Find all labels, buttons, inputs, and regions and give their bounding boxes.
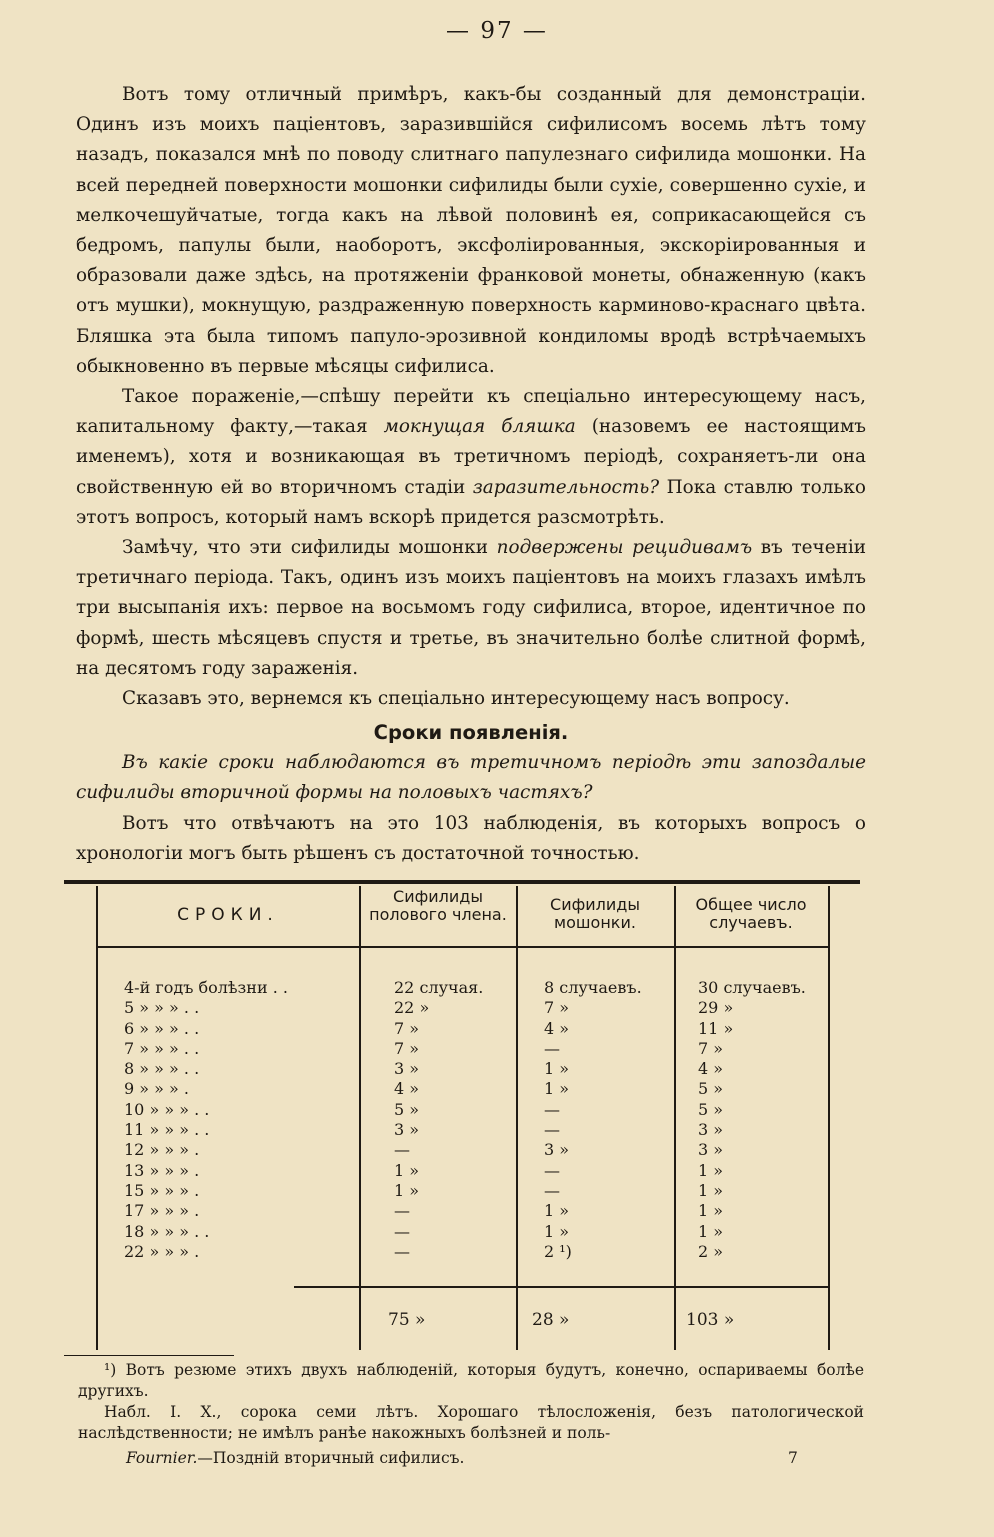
row-total: 30 случаевъ. <box>698 978 806 997</box>
row-penis: — <box>394 1140 410 1160</box>
row-scrotum: 2 ¹) <box>544 1241 572 1261</box>
paragraph-2 <box>76 382 866 533</box>
running-footer <box>126 1448 806 1469</box>
row-scrotum: — <box>544 1180 560 1200</box>
row-total: 3 » <box>698 1140 724 1160</box>
paragraph-text: Сказавъ это, вернемся къ спеціально интересующему насъ вопросу. <box>122 688 790 710</box>
table-row <box>64 1201 864 1221</box>
row-scrotum: — <box>544 1160 560 1180</box>
row-penis: 3 » <box>394 1120 420 1140</box>
row-total: 5 » <box>698 1079 724 1099</box>
paragraph-text: въ теченіи третичнаго періода. Такъ, одинъ изъ моихъ паціентовъ на моихъ глазахъ имѣлъ три высыпанія ихъ: первое на восьмомъ году сифилиса, второе, идентичное по формѣ, шесть мѣсяцевъ спустя и третье, въ значительно болѣе слитной формѣ, на десятомъ году зараженія. <box>76 537 866 679</box>
row-scrotum: 1 » <box>544 1201 570 1221</box>
footnote-rule <box>64 1355 234 1356</box>
paragraph-text: Вотъ тому отличный примѣръ, какъ-бы созданный для демонстраціи. Одинъ изъ моихъ паціентовъ, заразившійся сифилисомъ восемь лѣтъ тому назадъ, показался мнѣ по поводу слитнаго папулезнаго сифилида мошонки. На всей передней поверхности мошонки сифилиды были сухіе, совершенно сухіе, и мелкочешуйчатые, тогда какъ на лѣвой половинѣ ея, соприкасающейся съ бедромъ, папулы были, наоборотъ, эксфоліированныя, экскоріированныя и образовали даже здѣсь, на протяженіи франковой монеты, обнаженную (какъ отъ мушки), мокнущую, раздраженную поверхность карминово-краснаго цвѣта. Бляшка эта была типомъ папуло-эрозивной кондиломы вродѣ встрѣчаемыхъ обыкновенно въ первые мѣсяцы сифилиса. <box>76 84 866 377</box>
row-penis: 7 » <box>394 1018 420 1038</box>
running-author: Fournier. <box>126 1449 198 1467</box>
row-scrotum: 1 » <box>544 1059 570 1079</box>
row-total: 29 » <box>698 998 734 1018</box>
table-row <box>64 998 864 1018</box>
emphasis: заразительность? <box>472 476 660 498</box>
section-heading: Сроки появленія. <box>373 721 569 745</box>
row-period: 8 » » » . . <box>124 1059 200 1079</box>
page-number: — 97 — <box>446 18 548 44</box>
table-row <box>64 1161 864 1181</box>
row-penis: — <box>394 1221 410 1241</box>
table-row <box>64 1039 864 1059</box>
table-row <box>64 1100 864 1120</box>
row-penis: 22 » <box>394 998 430 1018</box>
row-period: 22 » » » . <box>124 1241 200 1261</box>
totals-row <box>64 1310 864 1334</box>
row-total: 5 » <box>698 1099 724 1119</box>
paragraph-4 <box>76 684 866 714</box>
paragraph-text: (назовемъ ее настоящимъ именемъ), хотя и возникающая въ третичномъ періодѣ, сохраняетъ-ли она свойственную ей во вторичномъ стадіи <box>76 416 866 498</box>
row-penis: 5 » <box>394 1099 420 1119</box>
row-period: 17 » » » . <box>124 1201 200 1221</box>
row-scrotum: 1 » <box>544 1079 570 1099</box>
row-scrotum: 3 » <box>544 1140 570 1160</box>
header-penis: Сифилиды полового члена. <box>369 887 507 924</box>
question-paragraph: Въ какіе сроки наблюдаются въ третичномъ періодѣ эти запоздалые сифилиды вторичной формы на половыхъ частяхъ? <box>76 752 866 804</box>
row-total: 1 » <box>698 1221 724 1241</box>
table-row <box>64 1140 864 1160</box>
table-row <box>64 1079 864 1099</box>
footnote-1: ¹) Вотъ резюме этихъ двухъ наблюденій, которыя будутъ, конечно, оспариваемы болѣе другихъ. <box>78 1361 864 1400</box>
table-row <box>64 1242 864 1262</box>
paragraph-text: Такое пораженіе,—спѣшу перейти къ спеціально интересующему насъ, капитальному факту,—такая <box>76 386 866 438</box>
header-rule <box>96 946 830 948</box>
row-penis: — <box>394 1241 410 1261</box>
row-period: 13 » » » . <box>124 1160 200 1180</box>
row-penis: 22 случая. <box>394 978 484 997</box>
row-scrotum: — <box>544 1099 560 1119</box>
row-scrotum: — <box>544 1120 560 1140</box>
row-period: 10 » » » . . <box>124 1099 210 1119</box>
answer-intro: Вотъ что отвѣчаютъ на это 103 наблюденія, въ которыхъ вопросъ о хронологіи могъ быть рѣшенъ съ достаточной точностью. <box>76 812 866 864</box>
row-penis: 1 » <box>394 1180 420 1200</box>
header-scrotum: Сифилиды мошонки. <box>550 895 640 932</box>
running-title: —Поздній вторичный сифилисъ. <box>197 1449 465 1467</box>
emphasis: мокнущая бляшка <box>383 416 576 438</box>
body-text <box>76 80 866 869</box>
row-penis: 3 » <box>394 1059 420 1079</box>
table-row <box>64 1059 864 1079</box>
row-total: 1 » <box>698 1201 724 1221</box>
row-scrotum: — <box>544 1038 560 1058</box>
row-period: 18 » » » . . <box>124 1221 210 1241</box>
table-row <box>64 1120 864 1140</box>
row-scrotum: 1 » <box>544 1221 570 1241</box>
row-period: 7 » » » . . <box>124 1038 200 1058</box>
row-period: 6 » » » . . <box>124 1018 200 1038</box>
total-scrotum: 28 » <box>532 1310 570 1330</box>
footnotes <box>78 1360 864 1444</box>
table-row <box>64 978 864 998</box>
row-total: 7 » <box>698 1038 724 1058</box>
totals-rule <box>294 1286 830 1288</box>
row-total: 3 » <box>698 1120 724 1140</box>
row-total: 4 » <box>698 1059 724 1079</box>
header-periods: СРОКИ. <box>177 905 279 925</box>
table-row <box>64 1222 864 1242</box>
row-total: 2 » <box>698 1241 724 1261</box>
total-all: 103 » <box>686 1310 735 1330</box>
table-body <box>64 978 864 1262</box>
paragraph-1 <box>76 80 866 382</box>
row-period: 15 » » » . <box>124 1180 200 1200</box>
paragraph-text: Пока ставлю только этотъ вопросъ, который намъ вскорѣ придется разсмотрѣть. <box>76 476 866 528</box>
table-top-rule <box>64 880 860 884</box>
footnote-2: Набл. I. X., сорока семи лѣтъ. Хорошаго тѣлосложенія, безъ патологической наслѣдственности; не имѣлъ ранѣе накожныхъ болѣзней и поль- <box>78 1403 864 1442</box>
row-scrotum: 8 случаевъ. <box>544 978 642 997</box>
row-period: 4-й годъ болѣзни . . <box>124 978 288 997</box>
table-row <box>64 1019 864 1039</box>
row-penis: 1 » <box>394 1160 420 1180</box>
table-row <box>64 1181 864 1201</box>
sheet-number: 7 <box>788 1449 798 1467</box>
row-scrotum: 7 » <box>544 998 570 1018</box>
total-penis: 75 » <box>388 1310 426 1330</box>
header-total: Общее число случаевъ. <box>695 895 807 932</box>
row-period: 12 » » » . <box>124 1140 200 1160</box>
row-penis: 7 » <box>394 1038 420 1058</box>
row-period: 5 » » » . . <box>124 998 200 1018</box>
row-total: 1 » <box>698 1160 724 1180</box>
row-period: 11 » » » . . <box>124 1120 210 1140</box>
row-scrotum: 4 » <box>544 1018 570 1038</box>
paragraph-text: Замѣчу, что эти сифилиды мошонки <box>122 537 497 559</box>
paragraph-3 <box>76 533 866 684</box>
row-period: 9 » » » . <box>124 1079 189 1099</box>
row-penis: — <box>394 1201 410 1221</box>
emphasis: подвержены рецидивамъ <box>496 537 753 559</box>
row-total: 1 » <box>698 1180 724 1200</box>
row-penis: 4 » <box>394 1079 420 1099</box>
row-total: 11 » <box>698 1018 734 1038</box>
chronology-table <box>64 880 864 1350</box>
